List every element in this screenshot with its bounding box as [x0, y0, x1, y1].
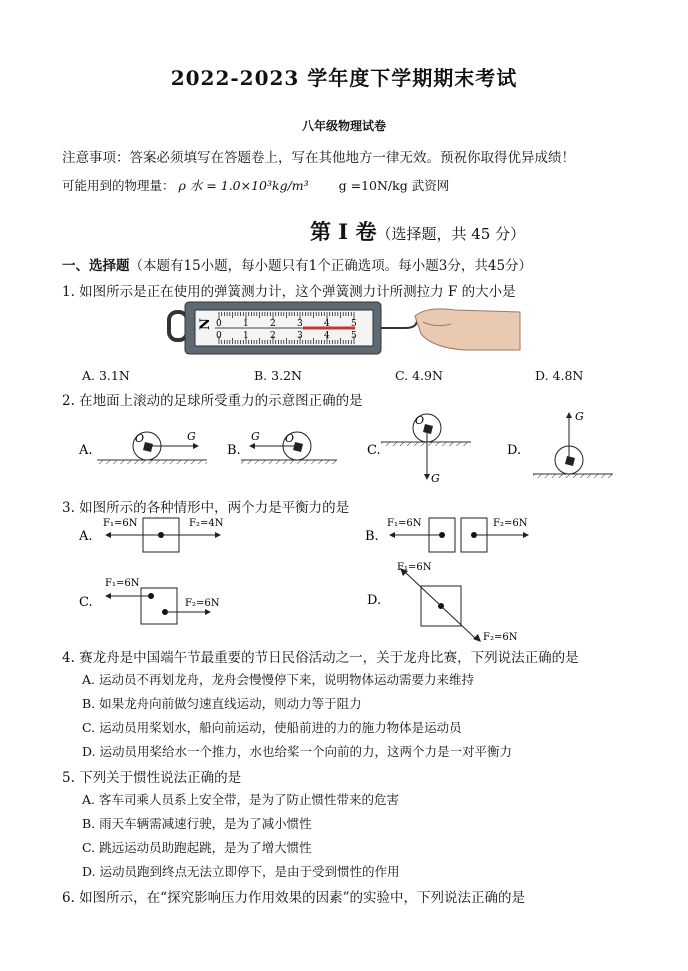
balanced-forces-figures [75, 512, 575, 642]
q4-option-c: C. 运动员用桨划水，船向前运动，使船前进的力的施力物体是运动员 [82, 720, 462, 735]
ground-d [533, 474, 613, 478]
force2-head-d [473, 634, 481, 642]
q1-stem: 1. 如图所示是正在使用的弹簧测力计，这个弹簧测力计所测拉力 F 的大小是 [62, 284, 516, 300]
q1-option-a: A. 3.1N [82, 368, 130, 383]
q5-option-a: A. 客车司乘人员系上安全带，是为了防止惯性带来的危害 [82, 792, 399, 807]
scale-number-bottom: 1 [243, 331, 249, 341]
part-heading: 一、选择题 [62, 258, 130, 274]
f1-label-d: F₁=6N [397, 562, 432, 573]
f2-label-a: F₂=4N [189, 518, 224, 529]
q5-option-b: B. 雨天车辆需减速行驶，是为了减小惯性 [82, 816, 312, 831]
point-o-c: O [415, 414, 425, 427]
scale-number-bottom: 5 [351, 331, 357, 341]
scale-number-top: 1 [243, 319, 249, 329]
force-arrowhead-b [249, 443, 255, 449]
constants-line [62, 176, 449, 194]
constant-g: g =10N/kg [338, 178, 408, 193]
f2-label-b: F₂=6N [493, 518, 528, 529]
f1-label-b: F₁=6N [387, 518, 422, 529]
force-arrowhead-a [193, 443, 199, 449]
force2-head-a [215, 532, 221, 538]
f1-label-c: F₁=6N [105, 578, 140, 589]
scale-number-top: 5 [351, 319, 357, 329]
point-o-a: O [135, 432, 145, 445]
ground-b [241, 460, 337, 464]
q3-label-a: A. [79, 529, 93, 544]
scale-number-top: 2 [270, 319, 276, 329]
section-title [310, 216, 525, 246]
q1-option-b: B. 3.2N [254, 368, 302, 383]
scale-number-bottom: 4 [324, 331, 330, 341]
ground-a [97, 460, 207, 464]
q3-label-c: C. [79, 595, 93, 610]
q3-label-d: D. [367, 593, 382, 608]
label-g-d: G [575, 410, 584, 423]
scale-number-top: 4 [324, 319, 330, 329]
section-note: （选择题，共 45 分） [376, 225, 526, 243]
exam-notice: 注意事项：答案必须填写在答题卷上，写在其他地方一律无效。预祝你取得优异成绩！ [62, 150, 575, 166]
q4-option-b: B. 如果龙舟向前做匀速直线运动，则动力等于阻力 [82, 696, 362, 711]
point-o-b: O [285, 432, 295, 445]
exam-title: 2022-2023 学年度下学期期末考试 [170, 66, 518, 90]
force1-head-c [105, 593, 111, 599]
spring-scale-figure [165, 298, 525, 360]
label-g-a: G [187, 430, 196, 443]
scale-number-bottom: 3 [297, 331, 303, 341]
part-heading-line [62, 254, 532, 274]
force1-d [405, 572, 441, 606]
q2-label-a: A. [79, 443, 93, 458]
q3-label-b: B. [365, 529, 379, 544]
scale-number-top: 0 [216, 319, 222, 329]
q6-stem: 6. 如图所示，在“探究影响压力作用效果的因素”的实验中，下列说法正确的是 [62, 890, 525, 906]
force2-d [441, 606, 475, 638]
force2-head-c [205, 609, 211, 615]
force1-head-a [105, 532, 111, 538]
label-g-b: G [251, 430, 260, 443]
exam-subtitle: 八年级物理试卷 [301, 119, 386, 133]
q5-option-d: D. 运动员跑到终点无法立即停下，是由于受到惯性的作用 [82, 864, 400, 879]
f2-label-c: F₂=6N [185, 598, 220, 609]
constant-rho: ρ 水 = 1.0×10³kg/m³ [178, 178, 309, 193]
q4-stem: 4. 赛龙舟是中国端午节最重要的节日民俗活动之一，关于龙舟比赛，下列说法正确的是 [62, 650, 579, 666]
q5-stem: 5. 下列关于惯性说法正确的是 [62, 770, 242, 786]
q2-label-d: D. [507, 443, 522, 458]
force-arrowhead-c [424, 474, 430, 480]
constants-label: 可能用到的物理量： [62, 178, 175, 193]
q1-option-c: C. 4.9N [395, 368, 443, 383]
block-c [141, 588, 177, 624]
ground-c [381, 442, 471, 446]
q5-option-c: C. 跳远运动员助跑起跳，是为了增大惯性 [82, 840, 312, 855]
q2-label-c: C. [367, 443, 381, 458]
scale-number-bottom: 2 [270, 331, 276, 341]
q2-stem: 2. 在地面上滚动的足球所受重力的示意图正确的是 [62, 393, 363, 409]
scale-unit: N [198, 318, 213, 330]
force-arrowhead-d [566, 412, 572, 418]
scale-number-top: 3 [297, 319, 303, 329]
force2-head-b [523, 532, 529, 538]
scale-number-bottom: 0 [216, 331, 222, 341]
q2-label-b: B. [227, 443, 241, 458]
scale-ring [169, 312, 187, 340]
f1-label-a: F₁=6N [103, 518, 138, 529]
scale-hook [381, 320, 417, 328]
label-g-c: G [431, 472, 440, 485]
force1-head-b [389, 532, 395, 538]
part-description: （本题有15小题，每小题只有1个正确选项。每小题3分，共45分） [129, 258, 533, 274]
q4-option-a: A. 运动员不再划龙舟，龙舟会慢慢停下来，说明物体运动需要力来维持 [82, 672, 474, 687]
q4-option-d: D. 运动员用桨给水一个推力，水也给桨一个向前的力，这两个力是一对平衡力 [82, 744, 513, 759]
q1-option-d: D. 4.8N [535, 368, 584, 383]
watermark-text: 武资网 [411, 178, 450, 193]
q3-stem: 3. 如图所示的各种情形中，两个力是平衡力的是 [62, 500, 350, 516]
section-title-main: 第 Ⅰ 卷 [310, 219, 377, 244]
hand-image [415, 309, 520, 350]
ball-gravity-figures [75, 410, 615, 490]
f2-label-d: F₂=6N [483, 632, 518, 642]
